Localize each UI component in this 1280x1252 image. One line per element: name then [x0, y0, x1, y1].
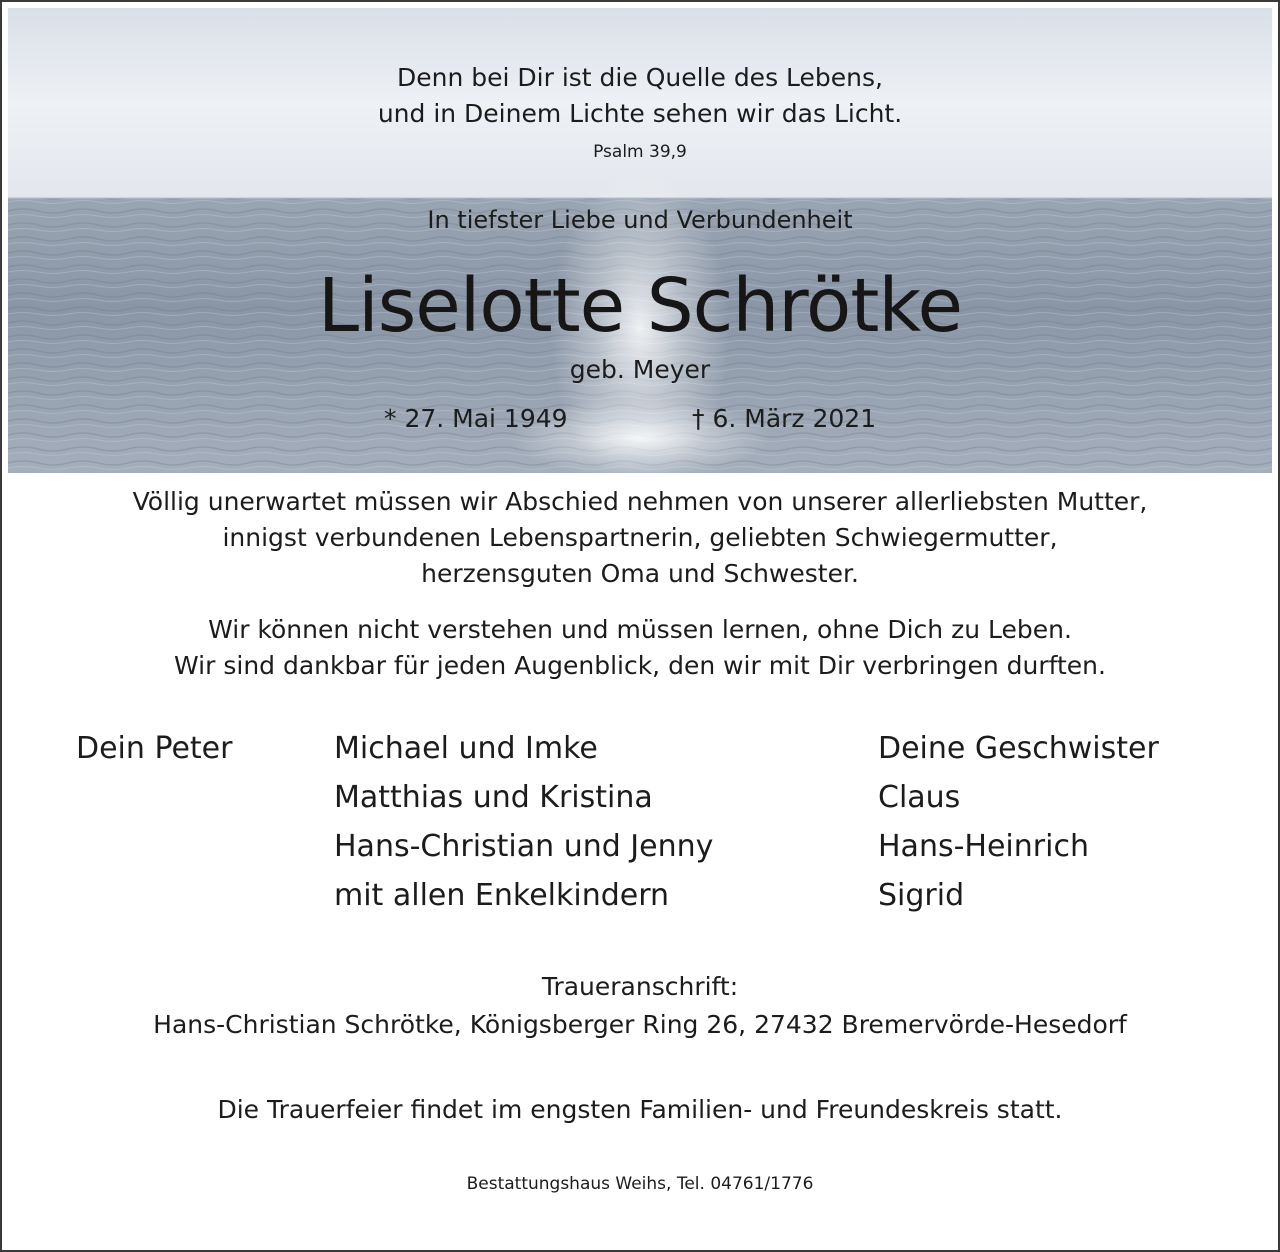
psalm-reference: Psalm 39,9: [593, 142, 687, 162]
mourners-partner-column: [76, 724, 232, 773]
message-paragraph-2-line-2: Wir sind dankbar für jeden Augenblick, den wir mit Dir verbringen durften.: [174, 651, 1106, 680]
psalm-verse-line-2: und in Deinem Lichte sehen wir das Licht.: [377, 99, 903, 128]
mourner-name: Deine Geschwister: [878, 731, 1159, 766]
birth-date: * 27. Mai 1949: [384, 404, 568, 433]
deceased-name: Liselotte Schrötke: [317, 263, 963, 349]
mourners-siblings-column: [878, 724, 1159, 920]
message-paragraph-1-line-2: innigst verbundenen Lebenspartnerin, geliebten Schwiegermutter,: [222, 523, 1058, 552]
mourner-name: mit allen Enkelkindern: [334, 878, 670, 913]
mourner-name: Dein Peter: [76, 731, 233, 766]
mourner-name: Hans-Christian und Jenny: [334, 829, 714, 864]
mourner-name: Hans-Heinrich: [878, 829, 1089, 864]
message-paragraph-1-line-1: Völlig unerwartet müssen wir Abschied nehmen von unserer allerliebsten Mutter,: [132, 487, 1148, 516]
psalm-verse-line-1: Denn bei Dir ist die Quelle des Lebens,: [397, 63, 883, 92]
mourner-name: Claus: [878, 780, 961, 815]
mourner-name: Sigrid: [878, 878, 965, 913]
sea-photo-header: [8, 8, 1272, 473]
undertaker-contact: Bestattungshaus Weihs, Tel. 04761/1776: [466, 1174, 814, 1194]
ceremony-note: Die Trauerfeier findet im engsten Familien- und Freundeskreis statt.: [217, 1095, 1063, 1124]
address-label: Traueranschrift:: [541, 972, 739, 1001]
mourner-name: Michael und Imke: [334, 731, 598, 766]
intro-phrase: In tiefster Liebe und Verbundenheit: [427, 206, 853, 234]
mourners-children-column: [334, 724, 713, 920]
message-paragraph-2-line-1: Wir können nicht verstehen und müssen lernen, ohne Dich zu Leben.: [208, 615, 1072, 644]
address-line: Hans-Christian Schrötke, Königsberger Ring 26, 27432 Bremervörde-Hesedorf: [153, 1010, 1127, 1039]
mourner-name: Matthias und Kristina: [334, 780, 653, 815]
death-date: † 6. März 2021: [692, 404, 877, 433]
message-paragraph-1-line-3: herzensguten Oma und Schwester.: [421, 559, 859, 588]
birth-name: geb. Meyer: [569, 355, 711, 384]
